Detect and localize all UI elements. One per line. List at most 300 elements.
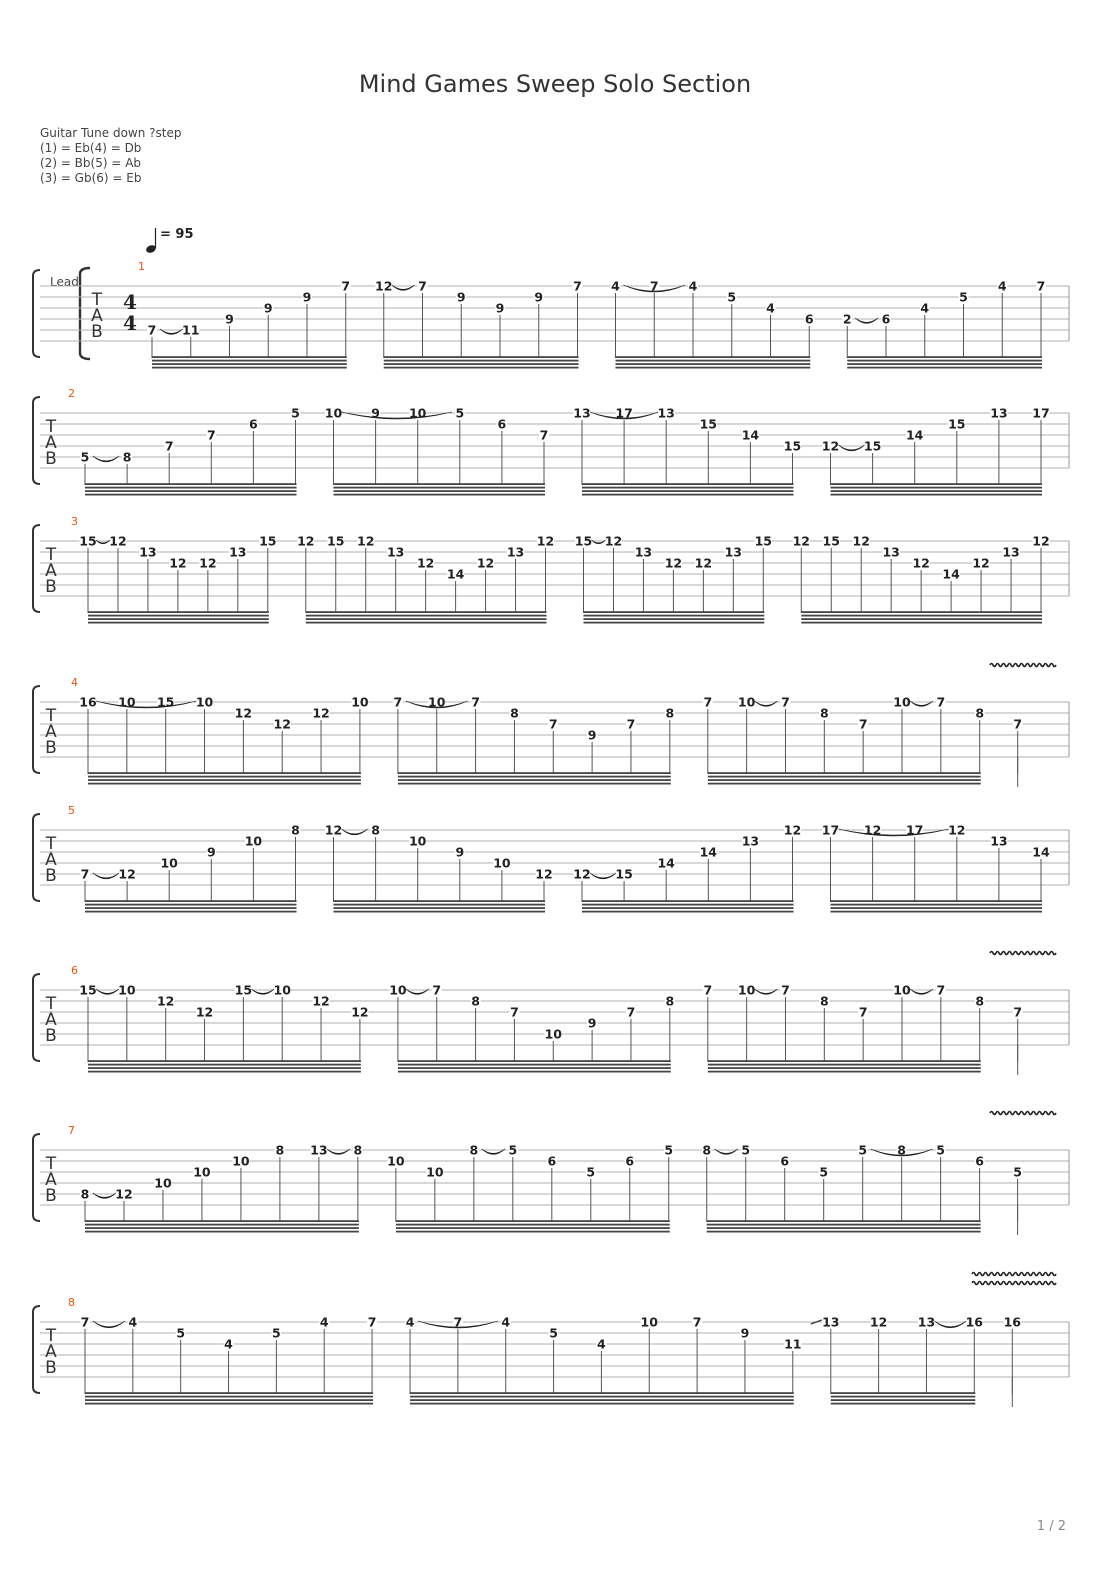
beam: [384, 363, 579, 365]
fret-number: 5: [858, 1142, 868, 1158]
beam: [410, 1399, 794, 1401]
fret-number: 8: [80, 1186, 90, 1202]
tab-clef-letter: B: [45, 866, 57, 886]
fret-number: 7: [692, 1314, 702, 1330]
fret-number: 12: [199, 555, 217, 571]
fret-number: 7: [453, 1314, 463, 1330]
fret-number: 7: [510, 1004, 519, 1020]
fret-number: 9: [225, 311, 234, 327]
fret-number: 7: [1013, 1004, 1023, 1020]
beam: [398, 1067, 671, 1069]
fret-number: 14: [942, 566, 960, 582]
system-bracket: [33, 974, 40, 1061]
beam: [708, 1060, 981, 1062]
fret-number: 8: [291, 822, 300, 838]
fret-number: 9: [371, 405, 380, 421]
fret-number: 6: [881, 311, 891, 327]
fret-number: 15: [79, 982, 97, 998]
tab-clef-letter: T: [45, 834, 57, 854]
fret-number: 10: [193, 1164, 211, 1180]
beam: [396, 1231, 670, 1233]
tab-clef-letter: T: [45, 1154, 57, 1174]
beam: [831, 907, 1043, 909]
tab-clef-letter: T: [45, 994, 57, 1014]
vibrato-mark: [972, 1282, 1056, 1285]
time-signature-top: 4: [123, 290, 137, 314]
tuning-line: (3) = Gb(6) = Eb: [40, 171, 142, 185]
fret-number: 8: [469, 1142, 479, 1158]
beam: [306, 618, 547, 620]
beam: [831, 911, 1043, 913]
fret-number: 2: [842, 311, 852, 327]
beam: [306, 611, 547, 613]
beam: [831, 1399, 976, 1401]
fret-number: 7: [367, 1314, 377, 1330]
beam: [410, 1403, 794, 1405]
measure-number: 3: [71, 515, 78, 528]
fret-number: 15: [156, 694, 175, 710]
beam: [410, 1396, 794, 1398]
fret-number: 6: [804, 311, 814, 327]
fret-number: 10: [118, 694, 136, 710]
fret-number: 15: [574, 533, 593, 549]
tuning-line: (2) = Bb(5) = Ab: [40, 156, 142, 170]
fret-number: 12: [852, 533, 870, 549]
tab-clef-letter: A: [45, 561, 57, 581]
fret-number: 4: [501, 1314, 511, 1330]
measure-number: 4: [71, 676, 78, 689]
fret-number: 6: [625, 1153, 635, 1169]
fret-number: 13: [139, 544, 157, 560]
system-bracket: [33, 686, 40, 773]
beam: [708, 1071, 981, 1073]
fret-number: 10: [426, 1164, 444, 1180]
beam: [88, 611, 269, 613]
fret-number: 14: [905, 427, 924, 443]
beam: [847, 360, 1042, 362]
fret-number: 9: [263, 300, 273, 316]
fret-number: 4: [688, 278, 698, 294]
beam: [582, 494, 794, 496]
tab-clef-letter: A: [45, 1342, 57, 1362]
fret-number: 12: [535, 866, 553, 882]
beam: [707, 1220, 981, 1222]
tab-clef-letter: T: [45, 1326, 57, 1346]
beam: [88, 1067, 361, 1069]
fret-number: 7: [936, 694, 946, 710]
fret-number: 12: [324, 822, 343, 838]
beam: [831, 483, 1043, 485]
beam: [831, 904, 1043, 906]
vibrato-mark: [990, 1112, 1056, 1115]
fret-number: 6: [975, 1153, 984, 1169]
system-bracket: [33, 814, 40, 901]
fret-number: 7: [539, 427, 549, 443]
beam: [85, 1403, 373, 1405]
fret-number: 7: [858, 716, 868, 732]
fret-number: 7: [781, 982, 790, 998]
beam: [801, 615, 1042, 617]
fret-number: 9: [534, 289, 544, 305]
fret-number: 7: [432, 982, 442, 998]
fret-number: 10: [351, 694, 369, 710]
fret-number: 12: [863, 822, 882, 838]
fret-number: 5: [291, 405, 300, 421]
fret-number: 12: [351, 1004, 369, 1020]
beam: [582, 904, 794, 906]
fret-number: 9: [495, 300, 505, 316]
fret-number: 14: [741, 427, 760, 443]
fret-number: 12: [195, 1004, 214, 1020]
beam: [88, 622, 269, 624]
fret-number: 15: [863, 438, 882, 454]
fret-number: 8: [897, 1142, 906, 1158]
beam: [582, 911, 794, 913]
fret-number: 12: [948, 822, 966, 838]
fret-number: 10: [273, 982, 291, 998]
beam: [334, 494, 546, 496]
fret-number: 6: [497, 416, 507, 432]
beam: [707, 1231, 981, 1233]
fret-number: 7: [781, 694, 790, 710]
fret-number: 14: [446, 566, 465, 582]
beam: [398, 772, 671, 774]
beam: [334, 900, 546, 902]
fret-number: 8: [471, 993, 480, 1009]
track-bracket: [80, 268, 90, 359]
tab-clef-letter: A: [45, 850, 57, 870]
fret-number: 4: [597, 1336, 606, 1352]
fret-number: 13: [506, 544, 525, 560]
tab-clef-letter: A: [45, 1170, 57, 1190]
fret-number: 12: [604, 533, 623, 549]
fret-number: 5: [664, 1142, 674, 1158]
tab-clef-letter: A: [45, 433, 57, 453]
fret-number: 8: [275, 1142, 285, 1158]
fret-number: 17: [821, 822, 840, 838]
fret-number: 14: [1032, 844, 1050, 860]
fret-number: 5: [819, 1164, 829, 1180]
fret-number: 7: [80, 1314, 90, 1330]
fret-number: 10: [232, 1153, 250, 1169]
fret-number: 10: [154, 1175, 172, 1191]
fret-number: 16: [79, 694, 97, 710]
fret-number: 7: [649, 278, 659, 294]
fret-number: 5: [455, 405, 465, 421]
fret-number: 14: [657, 855, 675, 871]
tab-clef-letter: A: [45, 1010, 57, 1030]
fret-number: 17: [905, 822, 924, 838]
fret-number: 13: [990, 405, 1008, 421]
beam: [334, 907, 546, 909]
beam: [85, 1220, 359, 1222]
tab-clef-letter: B: [45, 577, 57, 597]
song-title: Mind Games Sweep Solo Section: [358, 70, 752, 98]
fret-number: 12: [115, 1186, 133, 1202]
fret-number: 5: [741, 1142, 751, 1158]
fret-number: 6: [780, 1153, 790, 1169]
tab-clef-letter: T: [45, 706, 57, 726]
beam: [88, 779, 361, 781]
fret-number: 12: [273, 716, 291, 732]
fret-number: 10: [893, 982, 911, 998]
fret-number: 6: [249, 416, 258, 432]
beam: [85, 904, 297, 906]
fret-number: 4: [920, 300, 930, 316]
fret-number: 4: [319, 1314, 329, 1330]
beam: [831, 490, 1043, 492]
fret-number: 12: [375, 278, 393, 294]
fret-number: 12: [416, 555, 435, 571]
fret-number: 7: [573, 278, 582, 294]
beam: [831, 494, 1043, 496]
beam: [88, 1064, 361, 1066]
beam: [152, 363, 347, 365]
fret-number: 12: [118, 866, 136, 882]
fret-number: 12: [573, 866, 591, 882]
fret-number: 12: [694, 555, 713, 571]
beam: [708, 1067, 981, 1069]
system-bracket: [33, 397, 40, 484]
fret-number: 15: [234, 982, 253, 998]
fret-number: 7: [341, 278, 351, 294]
track-name: Lead: [50, 275, 79, 289]
beam: [85, 494, 297, 496]
beam: [831, 1403, 976, 1405]
beam: [707, 1224, 981, 1226]
beam: [398, 779, 671, 781]
fret-number: 10: [493, 855, 511, 871]
beam: [398, 1060, 671, 1062]
fret-number: 4: [766, 300, 775, 316]
system-bracket: [33, 1134, 40, 1221]
fret-number: 5: [80, 449, 90, 465]
fret-number: 5: [586, 1164, 596, 1180]
fret-number: 15: [948, 416, 966, 432]
beam: [334, 490, 546, 492]
tab-clef-letter: A: [91, 306, 103, 326]
tab-clef-letter: B: [45, 1186, 57, 1206]
beam: [334, 487, 546, 489]
fret-number: 10: [737, 982, 756, 998]
fret-number: 15: [783, 438, 802, 454]
fret-number: 12: [664, 555, 683, 571]
fret-number: 10: [387, 1153, 405, 1169]
beam: [708, 1064, 981, 1066]
beam: [85, 1227, 359, 1229]
tab-clef-letter: T: [91, 290, 103, 310]
fret-number: 12: [972, 555, 990, 571]
vibrato-mark: [990, 664, 1056, 667]
beam: [801, 622, 1042, 624]
fret-number: 15: [259, 533, 277, 549]
beam: [708, 783, 981, 785]
fret-number: 7: [393, 694, 403, 710]
beam: [582, 907, 794, 909]
fret-number: 10: [118, 982, 136, 998]
fret-number: 12: [312, 993, 330, 1009]
beam: [85, 483, 297, 485]
fret-number: 4: [611, 278, 620, 294]
fret-number: 9: [456, 289, 466, 305]
vibrato-mark: [990, 952, 1056, 955]
beam: [831, 1396, 976, 1398]
beam: [85, 1231, 359, 1233]
fret-number: 7: [1036, 278, 1046, 294]
fret-number: 5: [549, 1325, 558, 1341]
fret-number: 7: [1013, 716, 1023, 732]
fret-number: 12: [792, 533, 810, 549]
fret-number: 8: [122, 449, 132, 465]
fret-number: 9: [740, 1325, 750, 1341]
fret-number: 10: [160, 855, 178, 871]
beam: [334, 911, 546, 913]
fret-number: 13: [917, 1314, 936, 1330]
beam: [584, 622, 765, 624]
fret-number: 7: [548, 716, 558, 732]
fret-number: 12: [1032, 533, 1050, 549]
beam: [384, 356, 579, 358]
beam: [831, 1392, 976, 1394]
fret-number: 8: [975, 705, 985, 721]
fret-number: 8: [819, 705, 829, 721]
fret-number: 12: [312, 705, 330, 721]
measure-number: 6: [71, 964, 78, 977]
beam: [396, 1220, 670, 1222]
fret-number: 13: [1002, 544, 1020, 560]
beam: [707, 1227, 981, 1229]
fret-number: 10: [893, 694, 911, 710]
fret-number: 17: [1032, 405, 1050, 421]
fret-number: 7: [703, 694, 713, 710]
fret-number: 12: [156, 993, 175, 1009]
beam: [334, 483, 546, 485]
fret-number: 9: [587, 1015, 597, 1031]
fret-number: 7: [80, 866, 90, 882]
tab-clef-letter: T: [45, 417, 57, 437]
beam: [398, 1071, 671, 1073]
beam: [831, 900, 1043, 902]
beam: [582, 483, 794, 485]
tab-clef-letter: T: [45, 545, 57, 565]
beam: [398, 1064, 671, 1066]
fret-number: 5: [959, 289, 968, 305]
beam: [88, 783, 361, 785]
fret-number: 13: [657, 405, 675, 421]
fret-number: 11: [182, 322, 200, 338]
beam: [616, 360, 811, 362]
time-signature-bottom: 4: [123, 311, 137, 335]
beam: [616, 367, 811, 369]
beam: [398, 783, 671, 785]
fret-number: 5: [1013, 1164, 1022, 1180]
beam: [306, 622, 547, 624]
fret-number: 15: [327, 533, 345, 549]
fret-number: 10: [195, 694, 214, 710]
fret-number: 9: [455, 844, 465, 860]
fret-number: 5: [272, 1325, 281, 1341]
fret-number: 12: [109, 533, 127, 549]
fret-number: 8: [665, 993, 675, 1009]
tab-clef-letter: B: [45, 1358, 57, 1378]
beam: [334, 904, 546, 906]
tuning-header: Guitar Tune down ?step: [40, 126, 182, 140]
fret-number: 7: [164, 438, 174, 454]
beam: [410, 1392, 794, 1394]
tempo-value: = 95: [160, 227, 194, 242]
vibrato-mark: [972, 1273, 1056, 1276]
beam: [85, 900, 297, 902]
fret-number: 9: [206, 844, 216, 860]
fret-number: 5: [508, 1142, 518, 1158]
fret-number: 4: [405, 1314, 415, 1330]
beam: [88, 618, 269, 620]
beam: [88, 776, 361, 778]
beam: [88, 1060, 361, 1062]
measure-number: 2: [68, 387, 75, 400]
fret-number: 12: [783, 822, 802, 838]
fret-number: 10: [408, 833, 427, 849]
system-bracket: [33, 270, 40, 357]
fret-number: 8: [353, 1142, 363, 1158]
measure-number: 1: [138, 260, 145, 273]
beam: [85, 907, 297, 909]
beam: [88, 772, 361, 774]
fret-number: 4: [224, 1336, 233, 1352]
beam: [584, 615, 765, 617]
beam: [582, 900, 794, 902]
system-bracket: [33, 525, 40, 612]
tab-clef-letter: B: [45, 738, 57, 758]
fret-number: 16: [965, 1314, 983, 1330]
fret-number: 4: [128, 1314, 138, 1330]
measure-number: 5: [68, 804, 75, 817]
beam: [384, 367, 579, 369]
measure-number: 7: [68, 1124, 75, 1137]
beam: [398, 776, 671, 778]
fret-number: 12: [476, 555, 495, 571]
fret-number: 8: [975, 993, 985, 1009]
fret-number: 5: [176, 1325, 186, 1341]
beam: [152, 360, 347, 362]
beam: [85, 1396, 373, 1398]
tab-clef-letter: B: [91, 322, 103, 342]
tab-clef-letter: B: [45, 449, 57, 469]
beam: [396, 1227, 670, 1229]
fret-number: 8: [665, 705, 675, 721]
fret-number: 7: [626, 716, 636, 732]
fret-number: 11: [784, 1336, 802, 1352]
fret-number: 8: [702, 1142, 712, 1158]
fret-number: 15: [822, 533, 840, 549]
beam: [396, 1224, 670, 1226]
beam: [85, 911, 297, 913]
fret-number: 13: [822, 1314, 840, 1330]
beam: [831, 487, 1043, 489]
fret-number: 12: [297, 533, 315, 549]
fret-number: 10: [428, 694, 446, 710]
fret-number: 13: [634, 544, 653, 560]
fret-number: 15: [79, 533, 97, 549]
fret-number: 10: [544, 1026, 562, 1042]
beam: [85, 1392, 373, 1394]
fret-number: 10: [640, 1314, 658, 1330]
fret-number: 7: [206, 427, 216, 443]
fret-number: 7: [418, 278, 427, 294]
fret-number: 13: [573, 405, 591, 421]
fret-number: 6: [547, 1153, 557, 1169]
fret-number: 9: [587, 727, 597, 743]
